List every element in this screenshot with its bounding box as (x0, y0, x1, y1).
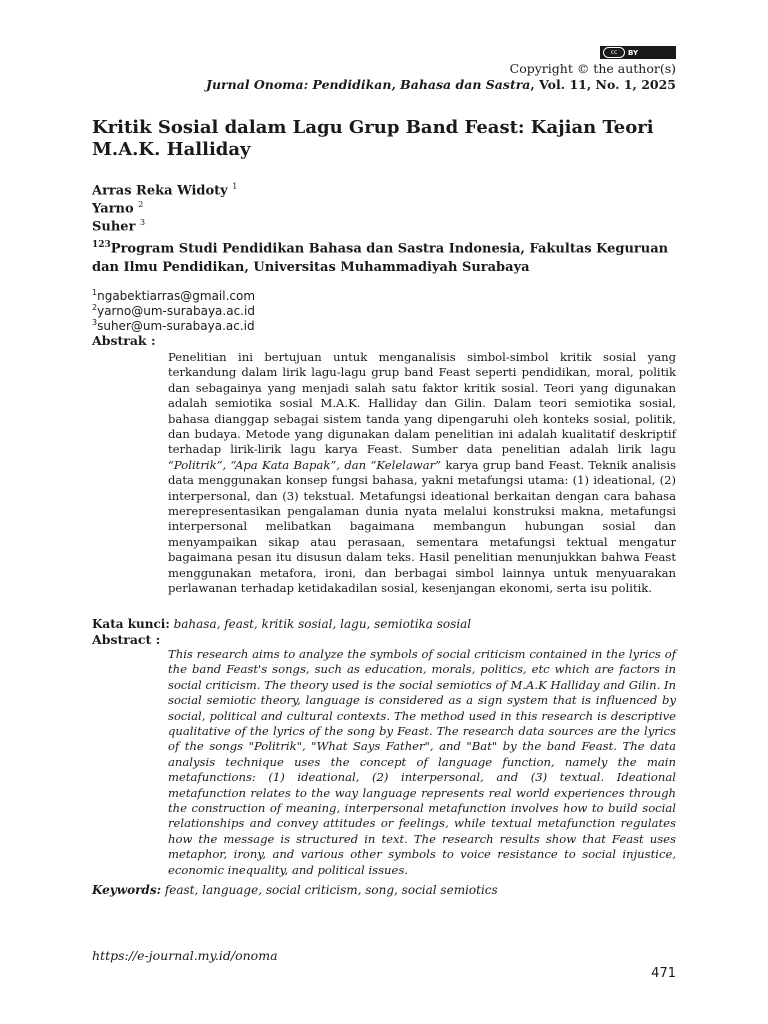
keywords (92, 883, 498, 897)
abstrak-song-titles: “Politrik”, “Apa Kata Bapak”, dan “Kelelawar” (168, 457, 442, 472)
email-sup: 3 (92, 318, 98, 327)
journal-citation (206, 77, 676, 92)
journal-issue: , Vol. 11, No. 1, 2025 (530, 77, 676, 92)
email-address[interactable]: yarno@um-surabaya.ac.id (97, 304, 255, 318)
kata-kunci-value: bahasa, feast, kritik sosial, lagu, semiotika sosial (169, 617, 472, 631)
author-sup: 2 (138, 200, 144, 209)
kata-kunci-label: Kata kunci: (92, 617, 170, 631)
email-address[interactable]: ngabektiarras@gmail.com (97, 289, 256, 303)
email-address[interactable]: suher@um-surabaya.ac.id (97, 319, 255, 333)
affiliation (92, 236, 676, 277)
email-1[interactable] (92, 288, 255, 303)
copyright-notice: Copyright © the author(s) (509, 61, 676, 76)
abstract-label: Abstract : (92, 632, 161, 647)
author-sup: 1 (232, 182, 238, 191)
author-3 (92, 218, 145, 234)
abstract-text: This research aims to analyze the symbols of social criticism contained in the lyrics of the band Feast's songs, such as education, morals, politics, etc which are factors in social criticism. The theory used is the social semiotics of M.A.K Halliday and Gilin. In social semiotic theory, language is considered as a sign system that is influenced by social, political and cultural contexts. The method used in this research is descriptive qualitative of the lyrics of the song by Feast. The research data sources are the lyrics of the songs "Politrik", "What Says Father", and "Bat" by the band Feast. The data analysis technique uses the concept of language function, namely the main metafunctions: (1) ideational, (2) interpersonal, and (3) textual. Ideational metafunction relates to the way language represents real world experiences through the construction of meaning, interpersonal metafunction involves how to build social relationships and convey attitudes or feelings, while textual metafunction regulates how the message is structured in text. The research results show that Feast uses metaphor, irony, and various other symbols to voice resistance to social injustice, economic inequality, and political issues. (168, 647, 676, 877)
author-name: Yarno (92, 201, 134, 217)
abstrak-part-2: karya grup band Feast. Teknik analisis data menggunakan konsep fungsi bahasa, yakni metafungsi utama: (1) ideational, (2) interpersonal, dan (3) tekstual. Metafungsi ideational berkaitan dengan cara bahasa merepresentasikan pengalaman dunia nyata melalui konstruksi makna, metafungsi interpersonal melibatkan bagaimana membangun hubungan sosial dan menyampaikan sikap atau perasaan, sementara metafungsi tektual mengatur bagaimana pesan itu disusun dalam teks. Hasil penelitian menunjukkan bahwa Feast menggunakan metafora, ironi, dan berbagai simbol lainnya untuk menyuarakan perlawanan terhadap ketidakadilan sosial, kesenjangan ekonomi, serta isu politik. (168, 457, 677, 596)
keywords-label: Keywords: (92, 883, 162, 897)
email-sup: 2 (92, 303, 98, 312)
abstrak-part-1: Penelitian ini bertujuan untuk menganalisis simbol-simbol kritik sosial yang terkandung dalam lirik lagu-lagu grup band Feast seperti pendidikan, moral, politik dan sebagainya yang menjadi salah satu faktor kritik sosial. Teori yang digunakan adalah semiotika sosial M.A.K. Halliday dan Gilin. Dalam teori semiotika sosial, bahasa dianggap sebagai sistem tanda yang dipengaruhi oleh konteks sosial, politik, dan budaya. Metode yang digunakan dalam penelitian ini adalah kualitatif deskriptif terhadap lirik-lirik lagu karya Feast. Sumber data penelitian adalah lirik lagu (168, 350, 676, 457)
affiliation-text: Program Studi Pendidikan Bahasa dan Sastra Indonesia, Fakultas Keguruan dan Ilmu Pendidikan, Universitas Muhammadiyah Surabaya (92, 241, 669, 276)
email-2[interactable] (92, 303, 255, 318)
journal-name: Jurnal Onoma: Pendidikan, Bahasa dan Sastra (206, 77, 531, 92)
article-title: Kritik Sosial dalam Lagu Grup Band Feast: Kajian Teori M.A.K. Halliday (92, 117, 654, 160)
abstrak-text (168, 350, 676, 597)
author-name: Suher (92, 219, 136, 235)
cc-license-badge (600, 46, 676, 59)
kata-kunci (92, 617, 471, 631)
journal-url[interactable]: https://e-journal.my.id/onoma (92, 948, 278, 963)
affiliation-sup: 123 (92, 240, 111, 250)
author-2 (92, 200, 143, 216)
creative-commons-icon: cc (603, 47, 625, 58)
author-1 (92, 182, 237, 198)
email-3[interactable] (92, 318, 255, 333)
cc-by-label: BY (628, 48, 639, 57)
keywords-value: feast, language, social criticism, song, social semiotics (161, 883, 498, 897)
page-number: 471 (651, 966, 676, 981)
author-sup: 3 (139, 218, 146, 227)
email-sup: 1 (92, 288, 98, 297)
abstrak-label: Abstrak : (92, 333, 156, 348)
author-name: Arras Reka Widoty (92, 183, 228, 199)
